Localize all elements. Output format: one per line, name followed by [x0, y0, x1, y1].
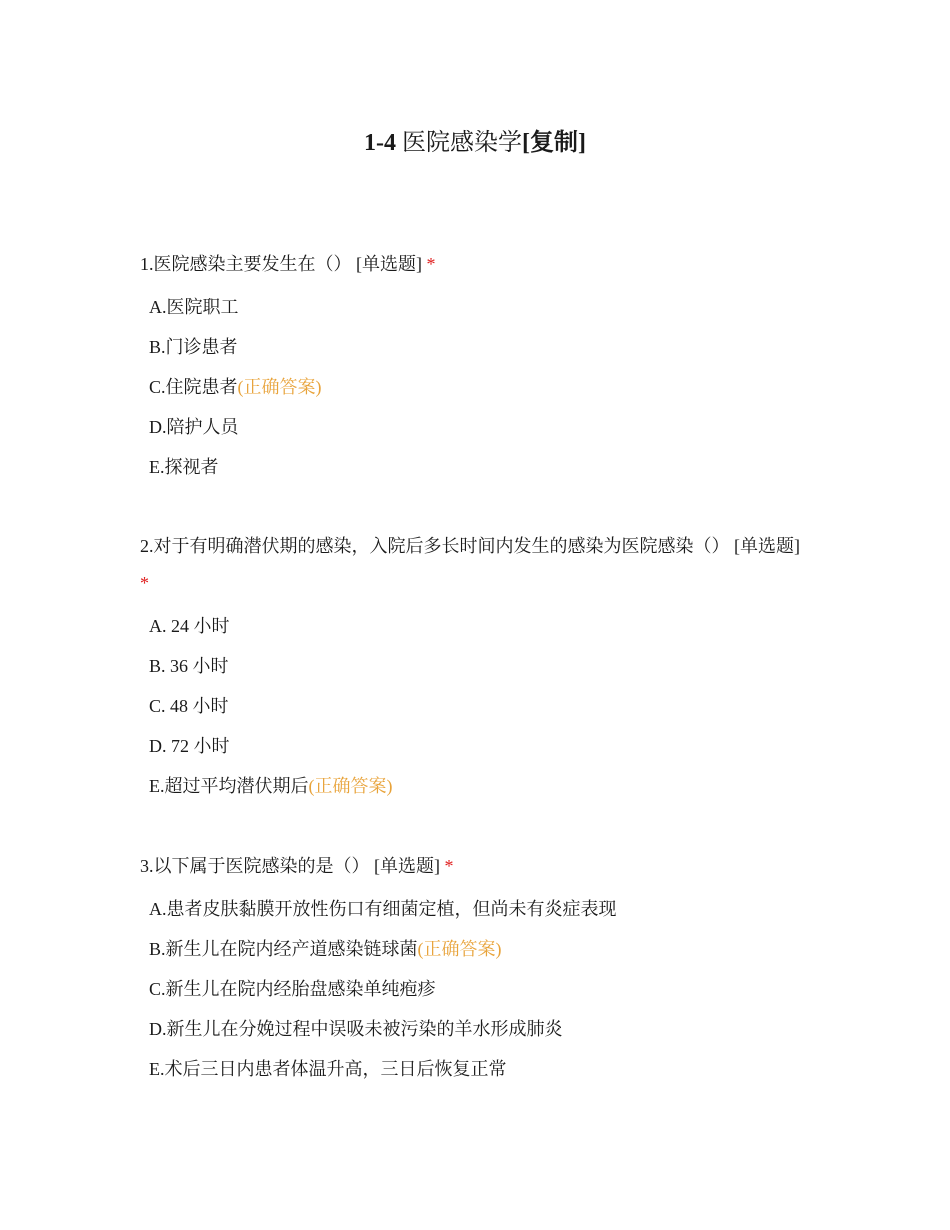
option-label: D.陪护人员: [149, 417, 239, 437]
question-title-text: 2.对于有明确潜伏期的感染，入院后多长时间内发生的感染为医院感染（） [单选题]: [140, 536, 800, 556]
question-title: [140, 848, 810, 885]
question-title-text: 1.医院感染主要发生在（） [单选题]: [140, 254, 427, 274]
question-title: [140, 246, 810, 283]
option-label: D.新生儿在分娩过程中误吸未被污染的羊水形成肺炎: [149, 1019, 563, 1039]
question-title-text: 3.以下属于医院感染的是（） [单选题]: [140, 856, 445, 876]
option-label: B.新生儿在院内经产道感染链球菌: [149, 939, 418, 959]
option-label: B. 36 小时: [149, 656, 229, 676]
option-d: [140, 1009, 810, 1049]
option-c: [140, 969, 810, 1009]
correct-answer-tag: (正确答案): [308, 776, 393, 796]
question-3: [140, 848, 810, 1089]
option-e: [140, 1049, 810, 1089]
option-list: [140, 287, 810, 487]
question-title: [140, 528, 810, 602]
required-mark: *: [140, 573, 149, 593]
option-a: [140, 287, 810, 327]
required-mark: *: [444, 856, 454, 876]
option-label: A. 24 小时: [149, 616, 230, 636]
option-label: C.住院患者: [149, 377, 238, 397]
option-label: C.新生儿在院内经胎盘感染单纯疱疹: [149, 979, 436, 999]
option-list: [140, 889, 810, 1089]
option-d: [140, 407, 810, 447]
option-b: [140, 929, 810, 969]
title-prefix: 1-4: [364, 130, 402, 157]
option-c: [140, 367, 810, 407]
option-label: C. 48 小时: [149, 696, 229, 716]
title-suffix: [复制]: [522, 130, 586, 157]
option-label: B.门诊患者: [149, 337, 238, 357]
required-mark: *: [426, 254, 436, 274]
option-a: [140, 889, 810, 929]
option-label: D. 72 小时: [149, 736, 230, 756]
option-list: [140, 606, 810, 806]
question-1: [140, 246, 810, 487]
option-label: E.术后三日内患者体温升高，三日后恢复正常: [149, 1059, 507, 1079]
title-text: 医院感染学: [402, 130, 522, 157]
option-b: [140, 327, 810, 367]
option-label: E.探视者: [149, 457, 219, 477]
question-2: [140, 528, 810, 806]
option-label: A.患者皮肤黏膜开放性伤口有细菌定植，但尚未有炎症表现: [149, 899, 617, 919]
option-label: A.医院职工: [149, 297, 239, 317]
option-d: [140, 726, 810, 766]
option-e: [140, 766, 810, 806]
option-a: [140, 606, 810, 646]
correct-answer-tag: (正确答案): [237, 377, 322, 397]
page-title: [0, 126, 950, 160]
option-e: [140, 447, 810, 487]
option-b: [140, 646, 810, 686]
option-c: [140, 686, 810, 726]
option-label: E.超过平均潜伏期后: [149, 776, 309, 796]
correct-answer-tag: (正确答案): [417, 939, 502, 959]
